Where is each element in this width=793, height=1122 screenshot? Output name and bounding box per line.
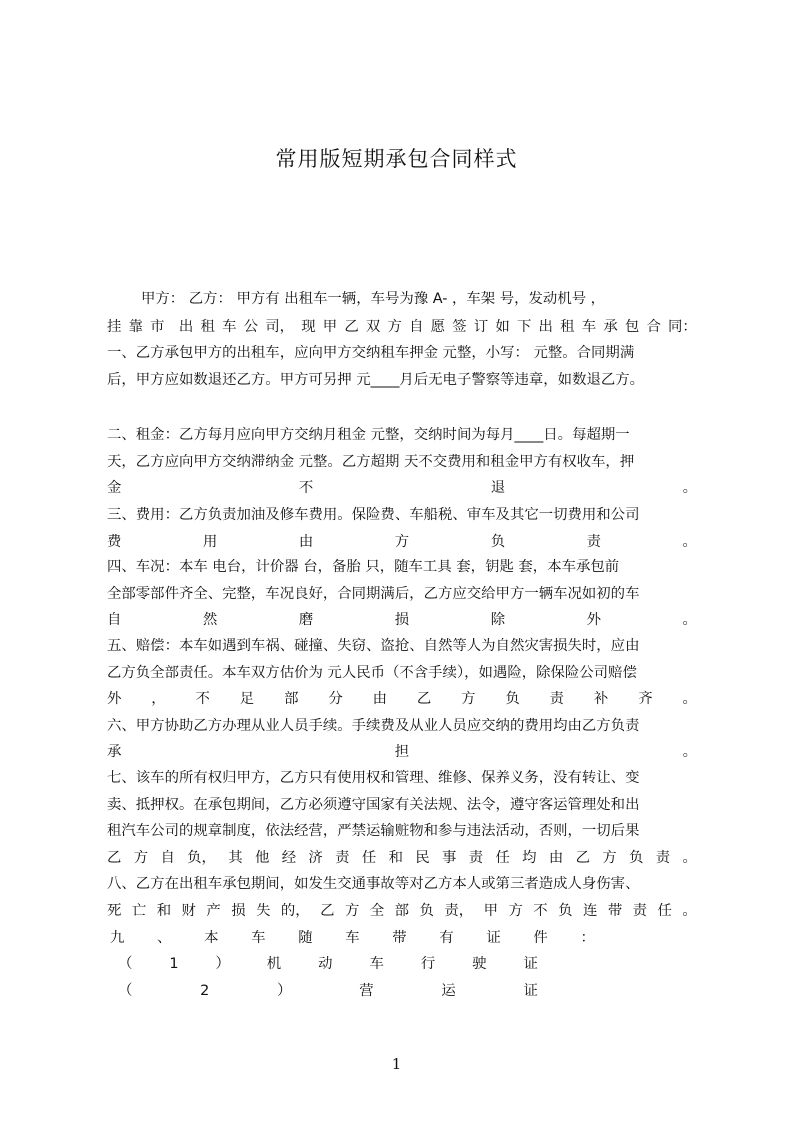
line-segment: 由 xyxy=(372,691,387,707)
line-segment: 负 xyxy=(490,534,506,550)
line-segment: 现 xyxy=(301,319,316,335)
line-segment: 租 xyxy=(560,319,575,335)
line-segment: 。 xyxy=(682,903,697,919)
line-segment: 外 xyxy=(107,691,122,707)
line-segment: 任 xyxy=(495,850,510,866)
line-segment: 方 xyxy=(387,319,402,335)
line-segment: 双 xyxy=(365,319,381,335)
line-segment: 乙 xyxy=(344,319,359,335)
line-segment: ： xyxy=(580,930,595,946)
line-segment: 的， xyxy=(280,903,310,919)
contract-line xyxy=(107,318,697,336)
line-segment: 和 xyxy=(156,903,172,919)
line-segment: 由 xyxy=(548,850,564,866)
line-segment: 责， xyxy=(444,903,474,919)
line-segment: 费 xyxy=(107,534,122,550)
contract-line: 七、该车的所有权归甲方，乙方只有使用权和管理、维修、保养义务，没有转让、变 xyxy=(107,770,640,786)
line-segment: 承 xyxy=(603,319,618,335)
contract-line xyxy=(107,533,697,551)
contract-line xyxy=(118,955,538,973)
line-segment: 、 xyxy=(157,930,172,946)
line-segment: 有 xyxy=(439,930,454,946)
line-segment: 其 xyxy=(228,850,243,866)
line-segment: 靠 xyxy=(128,319,143,335)
line-segment: 动 xyxy=(318,956,333,972)
line-segment: 驶 xyxy=(472,956,487,972)
line-segment: 然 xyxy=(202,612,218,628)
line-segment: 失 xyxy=(256,903,271,919)
line-segment: 死 xyxy=(107,903,122,919)
line-segment: 公 xyxy=(243,319,259,335)
line-segment: 订 xyxy=(473,319,489,335)
line-segment: 外 xyxy=(586,612,602,628)
line-segment: 证 xyxy=(523,983,538,999)
line-segment: 足 xyxy=(239,691,255,707)
line-segment: 自 xyxy=(409,319,424,335)
document-title: 常用版短期承包合同样式 xyxy=(275,147,518,171)
contract-line xyxy=(107,849,697,867)
line-segment: 。 xyxy=(682,612,697,628)
line-segment: 市 xyxy=(150,319,165,335)
line-segment: 行 xyxy=(420,956,436,972)
line-segment: 分 xyxy=(328,691,343,707)
contract-line: 乙方负全部责任。本车双方估价为 元人民币（不含手续），如遇险，除保险公司赔偿 xyxy=(107,665,637,681)
line-segment: 责 xyxy=(655,850,671,866)
line-segment: 同： xyxy=(668,319,697,335)
line-segment: 部 xyxy=(394,903,410,919)
contract-line: 二、租金：乙方每月应向甲方交纳月租金 元整，交纳时间为每月____日。每超期一 xyxy=(107,427,630,443)
line-segment: 产 xyxy=(206,903,221,919)
line-segment: 。 xyxy=(682,480,697,496)
line-segment: 由 xyxy=(298,534,314,550)
line-segment: 车 xyxy=(581,319,597,335)
line-segment: 济 xyxy=(308,850,323,866)
line-segment: 他 xyxy=(254,850,270,866)
line-segment: 金 xyxy=(107,480,122,496)
line-segment: 财 xyxy=(181,903,196,919)
line-segment: 乙 xyxy=(107,850,122,866)
line-segment: 损 xyxy=(394,612,410,628)
line-segment: 。 xyxy=(682,691,697,707)
line-segment: 证 xyxy=(523,956,538,972)
contract-line: 一、乙方承包甲方的出租车，应向甲方交纳租车押金 元整，小写： 元整。合同期满 xyxy=(107,345,635,361)
line-segment: ） xyxy=(277,983,292,999)
line-segment: 承 xyxy=(107,744,122,760)
line-segment: 机 xyxy=(266,956,282,972)
contract-line xyxy=(107,479,697,497)
contract-line: 六、甲方协助乙方办理从业人员手续。手续费及从业人员应交纳的费用均由乙方负责 xyxy=(107,718,640,734)
line-segment: 不 xyxy=(533,903,548,919)
line-segment: 乙 xyxy=(575,850,591,866)
line-segment: （ xyxy=(118,956,133,972)
line-segment: （ xyxy=(118,983,133,999)
line-segment: 方 xyxy=(508,903,523,919)
line-segment: 。 xyxy=(682,744,697,760)
line-segment: 除 xyxy=(490,612,506,628)
contract-line xyxy=(118,982,538,1000)
line-segment: 司， xyxy=(265,319,295,335)
contract-line xyxy=(107,690,697,708)
line-segment: 出 xyxy=(538,319,553,335)
line-segment: 亡 xyxy=(131,903,147,919)
line-segment: 民 xyxy=(415,850,430,866)
line-segment: 负 xyxy=(629,850,644,866)
line-segment: 损 xyxy=(231,903,246,919)
line-segment: 事 xyxy=(442,850,457,866)
line-segment: 责 xyxy=(468,850,484,866)
line-segment: 乙 xyxy=(416,691,432,707)
line-segment: 1 xyxy=(169,956,179,972)
line-segment: 负 xyxy=(558,903,573,919)
line-segment: 责 xyxy=(586,534,602,550)
line-segment: 如 xyxy=(495,319,510,335)
line-segment: 2 xyxy=(200,983,210,999)
line-segment: 齐 xyxy=(638,691,653,707)
contract-line: 卖、抵押权。在承包期间，乙方必须遵守国家有关法规、法令，遵守客运管理处和出 xyxy=(107,797,640,813)
line-segment: 责 xyxy=(549,691,565,707)
line-segment: 和 xyxy=(388,850,403,866)
line-segment: 自 xyxy=(160,850,175,866)
line-segment: 用 xyxy=(202,534,218,550)
line-segment: 部 xyxy=(284,691,299,707)
line-segment: 。 xyxy=(682,534,697,550)
line-segment: 带 xyxy=(392,930,407,946)
contract-line xyxy=(107,743,697,761)
line-segment: 九 xyxy=(110,930,125,946)
line-segment: 营 xyxy=(359,983,374,999)
line-segment: 运 xyxy=(441,983,456,999)
contract-line: 四、车况：本车 电台，计价器 台，备胎 只，随车工具 套，钥匙 套，本车承包前 xyxy=(107,559,620,575)
line-segment: 补 xyxy=(593,691,609,707)
line-segment: 负 xyxy=(419,903,434,919)
contract-line xyxy=(107,611,697,629)
contract-line: 天，乙方应向甲方交纳滞纳金 元整。乙方超期 天不交费用和租金甲方有权收车，押 xyxy=(107,454,635,470)
line-segment: 责 xyxy=(335,850,350,866)
line-segment: ， xyxy=(151,691,166,707)
line-segment: 方 xyxy=(133,850,149,866)
contract-line: 五、赔偿：本车如遇到车祸、碰撞、失窃、盗抢、自然等人为自然灾害损失时，应由 xyxy=(107,638,640,654)
contract-line xyxy=(110,929,595,947)
line-segment: 方 xyxy=(344,903,360,919)
line-segment: 合 xyxy=(646,319,661,335)
line-segment: 随 xyxy=(298,930,313,946)
line-segment: 连 xyxy=(582,903,598,919)
line-segment: 担 xyxy=(394,744,410,760)
line-segment: 签 xyxy=(452,319,467,335)
line-segment: 车 xyxy=(251,930,266,946)
line-segment: 方 xyxy=(602,850,617,866)
line-segment: 责 xyxy=(632,903,648,919)
line-segment: 方 xyxy=(394,534,410,550)
line-segment: 甲 xyxy=(483,903,498,919)
line-segment: 租 xyxy=(200,319,215,335)
line-segment: 经 xyxy=(281,850,297,866)
line-segment: 负， xyxy=(187,850,216,866)
line-segment: 不 xyxy=(195,691,210,707)
contract-line: 三、费用：乙方负责加油及修车费用。保险费、车船税、审车及其它一切费用和公司 xyxy=(107,507,640,523)
line-segment: 证 xyxy=(486,930,501,946)
line-segment: 车 xyxy=(345,930,360,946)
contract-line xyxy=(107,902,697,920)
line-segment: 出 xyxy=(178,319,194,335)
line-segment: 本 xyxy=(204,930,219,946)
line-segment: 任 xyxy=(361,850,377,866)
line-segment: 磨 xyxy=(298,612,314,628)
line-segment: 车 xyxy=(222,319,237,335)
line-segment: 愿 xyxy=(430,319,446,335)
line-segment: 下 xyxy=(516,319,532,335)
line-segment: 任 xyxy=(657,903,672,919)
line-segment: 方 xyxy=(461,691,476,707)
line-segment: 不 xyxy=(298,480,314,496)
contract-line: 全部零部件齐全、完整，车况良好，合同期满后，乙方应交给甲方一辆车况如初的车 xyxy=(107,586,640,602)
contract-line: 甲方： 乙方： 甲方有 出租车一辆，车号为豫 A- ，车架 号，发动机号 ， xyxy=(141,291,606,307)
contract-line: 租汽车公司的规章制度，依法经营，严禁运输赃物和参与违法活动，否则，一切后果 xyxy=(107,823,640,839)
line-segment: 乙 xyxy=(320,903,335,919)
line-segment: 包 xyxy=(624,319,640,335)
line-segment: 车 xyxy=(369,956,384,972)
contract-line: 后，甲方应如数退还乙方。甲方可另押 元____月后无电子警察等违章，如数退乙方。 xyxy=(107,372,645,388)
line-segment: 带 xyxy=(607,903,623,919)
line-segment: 件 xyxy=(533,930,548,946)
line-segment: 挂 xyxy=(107,319,122,335)
line-segment: ） xyxy=(215,956,230,972)
line-segment: 均 xyxy=(522,850,537,866)
line-segment: 自 xyxy=(107,612,122,628)
contract-line: 八、乙方在出租车承包期间，如发生交通事故等对乙方本人或第三者造成人身伤害、 xyxy=(107,876,640,892)
line-segment: 退 xyxy=(490,480,506,496)
page-number: 1 xyxy=(391,1055,402,1073)
line-segment: 。 xyxy=(682,850,697,866)
line-segment: 负 xyxy=(505,691,520,707)
line-segment: 全 xyxy=(369,903,385,919)
line-segment: 甲 xyxy=(322,319,338,335)
